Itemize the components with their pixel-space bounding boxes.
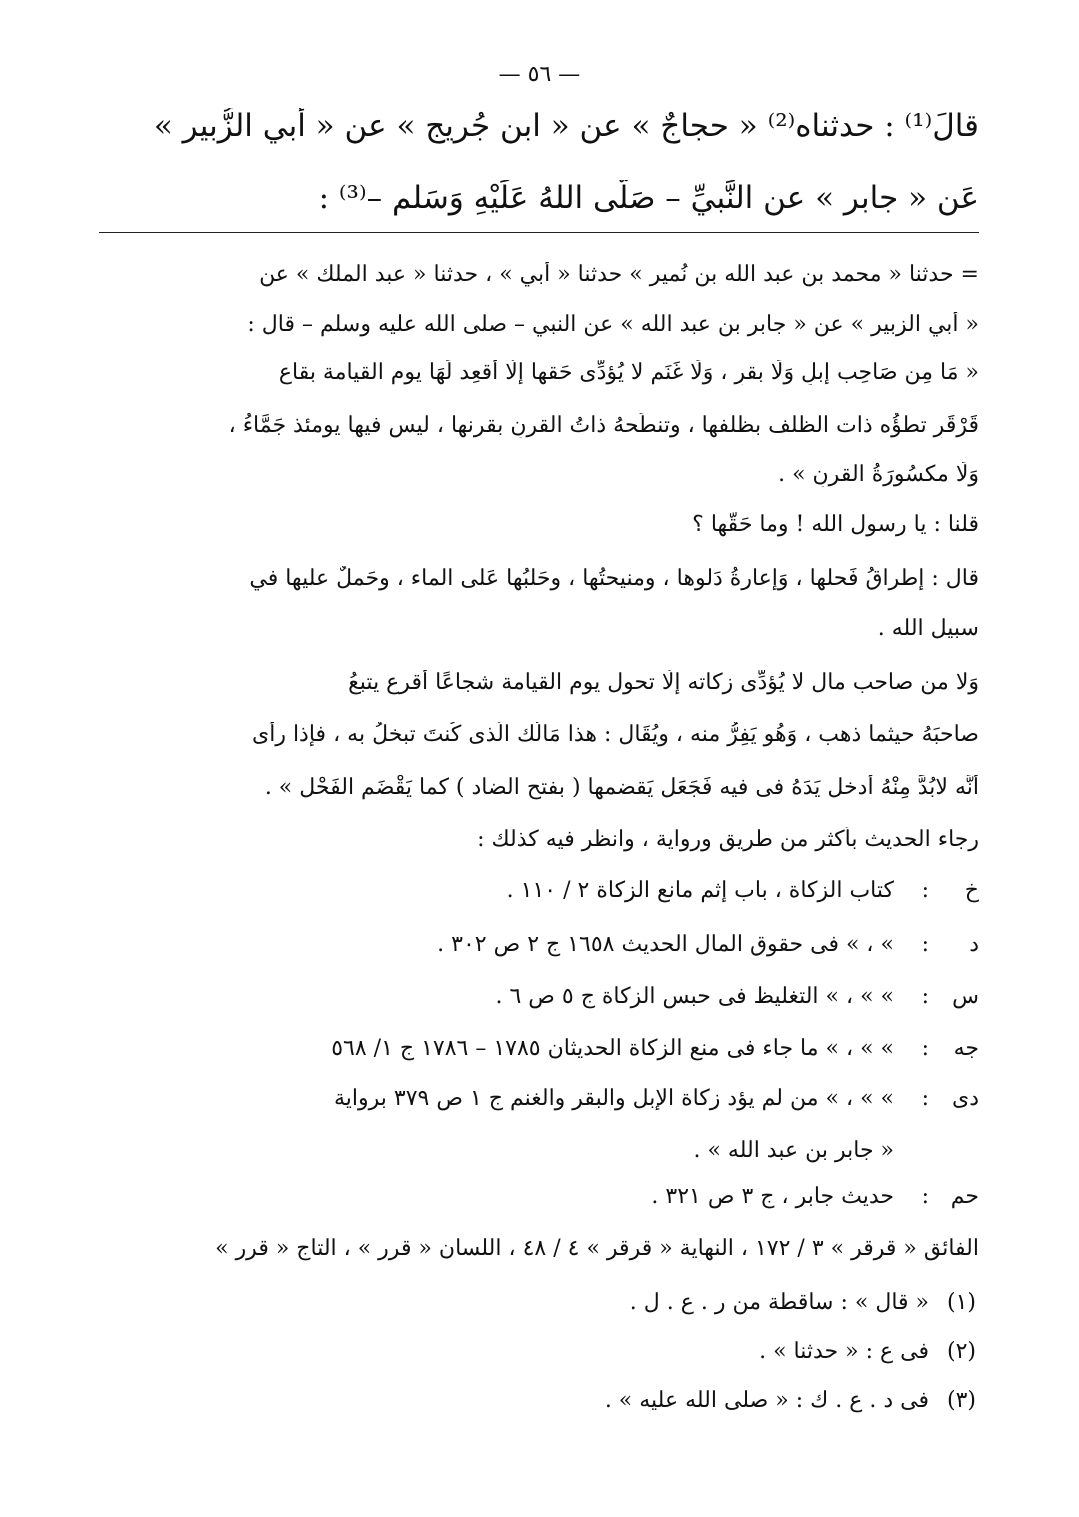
reference-colon: : <box>921 932 929 957</box>
footnote-number: (١) <box>946 1290 976 1315</box>
footnote-number: (٢) <box>946 1339 976 1364</box>
reference-text: » ، » فى حقوق المال الحديث ١٦٥٨ ج ٢ ص ٣٠٢ . <box>437 932 894 957</box>
reference-code: د <box>969 932 979 957</box>
body-line: قَرْقَرٍ تطؤُه ذات الظلف بظلفها ، وتنطَحهُ ذاتُ القرنِ بقرنها ، ليس فيها يومئذ جَمَّاءُ ، <box>228 413 979 438</box>
footnote-divider <box>99 232 979 233</box>
reference-text: » » ، » من لم يؤد زكاة الإبل والبقر والغنم ج ١ ص ٣٧٩ برواية <box>333 1086 894 1111</box>
reference-text: كتاب الزكاة ، باب إثم مانع الزكاة ٢ / ١١٠ . <box>506 878 894 903</box>
body-line: أَنَّه لابُدَّ مِنْهُ أدخل يَدَهُ فى فيه فَجَعَل يَقضمها ( بفتح الضاد ) كما يَقْضَم الفَحْل » . <box>264 775 979 800</box>
body-line: سبيل الله . <box>877 616 979 641</box>
footnote-text: « قال » : ساقطة من ر . ع . ل . <box>629 1290 929 1315</box>
footnote-text: فى ع : « حدثنا » . <box>759 1339 929 1364</box>
hadith-chain-line-2: عَن « جابر » عن النَّبيِّ – صَلَّى اللهُ عَلَيْهِ وَسَلم –⁽³⁾ : <box>318 180 979 216</box>
reference-code: دى <box>951 1086 979 1111</box>
reference-colon: : <box>921 1086 929 1111</box>
reference-continuation: « جابر بن عبد الله » . <box>693 1138 894 1163</box>
reference-colon: : <box>921 1184 929 1209</box>
body-line: « أبي الزبير » عن « جابر بن عبد الله » عن النبي – صلى الله عليه وسلم – قال : <box>247 312 979 337</box>
body-line: قلنا : يا رسول الله ! وما حَقُّها ؟ <box>692 512 979 537</box>
footnote-text: فى د . ع . ك : « صلى الله عليه » . <box>604 1388 929 1413</box>
reference-colon: : <box>921 1036 929 1061</box>
reference-text: حديث جابر ، ج ٣ ص ٣٢١ . <box>651 1184 894 1209</box>
reference-code: جه <box>953 1036 979 1061</box>
reference-text: » » ، » التغليظ فى حبس الزكاة ج ٥ ص ٦ . <box>495 984 894 1009</box>
lexicon-references: الفائق « قرقر » ٣ / ١٧٢ ، النهاية « قرقر » ٤ / ٤٨ ، اللسان « قرر » ، التاج « قرر » <box>215 1236 979 1261</box>
body-line: صاحبَهُ حيثما ذهب ، وَهُو يَفِرُّ منه ، ويُقَال : هذا مَالُك الَّذى كُنتَ تبخلُ به ، فإذا رأى <box>252 722 979 747</box>
body-line: = حدثنا « محمد بن عبد الله بن نُمير » حدثنا « أبي » ، حدثنا « عبد الملك » عن <box>259 262 979 287</box>
reference-code: حم <box>950 1184 979 1209</box>
body-line: وَلا من صاحب مال لا يُؤدِّى زكاته إلَّا تحول يوم القيامة شجاعًا أقرع يتبعُ <box>348 670 979 695</box>
reference-colon: : <box>921 878 929 903</box>
reference-text: » » ، » ما جاء فى منع الزكاة الحديثان ١٧٨٥ – ١٧٨٦ ج ١/ ٥٦٨ <box>331 1036 894 1061</box>
footnote-number: (٣) <box>946 1388 976 1413</box>
body-line: قال : إطراقُ فَحلها ، وَإعارةُ دَلوها ، ومنيحتُها ، وحَلبُها عَلى الماء ، وحَملٌ عليها في <box>249 566 979 591</box>
page-number: — ٥٦ — <box>498 62 581 87</box>
reference-code: س <box>952 984 979 1009</box>
body-line: وَلَا مكسُورَةُ القرنِ » . <box>778 462 979 487</box>
hadith-chain-line-1: قالَ⁽¹⁾ : حدثناه⁽²⁾ « حجاجٌ » عن « ابن جُريج » عن « أبي الزُّبير » <box>153 108 979 144</box>
reference-code: خ <box>964 878 979 903</box>
reference-colon: : <box>921 984 929 1009</box>
body-line: رجاء الحديث بأكثر من طريق ورواية ، وانظر فيه كذلك : <box>477 827 979 852</box>
body-line: « مَا مِن صَاحِب إِبلٍ وَلَا بقرٍ ، وَلَا غَنَمٍ لا يُؤدِّى حَقها إلَّا أُقعِد لَهَا يوم القيامة بقاعٍ <box>278 360 979 385</box>
